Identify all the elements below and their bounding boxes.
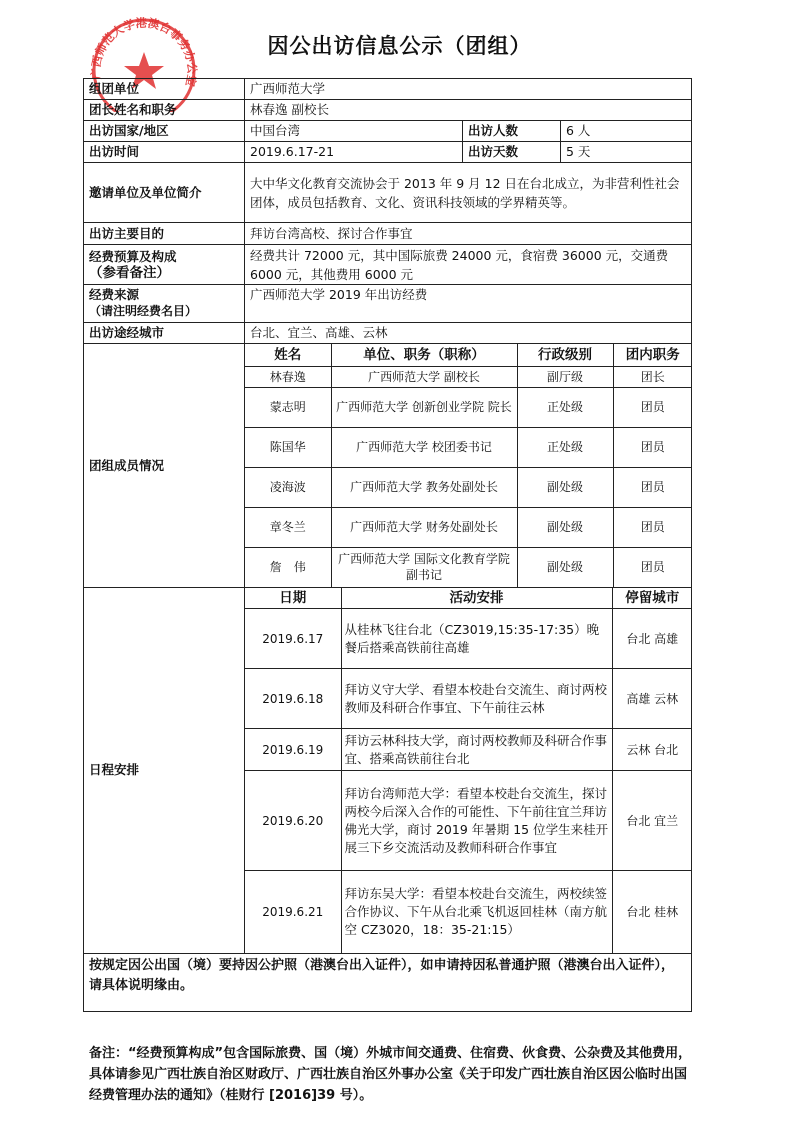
label-schedule: 日程安排 — [84, 588, 245, 954]
row-passport-note — [84, 953, 692, 1011]
schedule-header: 停留城市 — [612, 588, 692, 609]
member-level: 副处级 — [517, 547, 613, 587]
schedule-date: 2019.6.21 — [245, 871, 341, 953]
members-header: 单位、职务（职称） — [331, 344, 517, 366]
value-time: 2019.6.17-21 — [245, 142, 463, 163]
value-inviter: 大中华文化教育交流协会于 2013 年 9 月 12 日在台北成立，为非营利性社会团体，成员包括教育、文化、资讯科技领域的学界精英等。 — [245, 163, 692, 223]
row-members — [84, 344, 692, 588]
schedule-activity: 拜访云林科技大学，商讨两校教师及科研合作事宜、搭乘高铁前往台北 — [341, 729, 612, 771]
member-name: 詹 伟 — [245, 547, 331, 587]
row-inviter — [84, 163, 692, 223]
label-days: 出访天数 — [463, 142, 561, 163]
label-country: 出访国家/地区 — [84, 121, 245, 142]
schedule-activity: 从桂林飞往台北（CZ3019,15:35-17:35）晚餐后搭乘高铁前往高雄 — [341, 609, 612, 669]
member-unit: 广西师范大学 国际文化教育学院 副书记 — [331, 547, 517, 587]
member-level: 副厅级 — [517, 366, 613, 387]
member-unit: 广西师范大学 财务处副处长 — [331, 507, 517, 547]
member-level: 副处级 — [517, 467, 613, 507]
members-header: 行政级别 — [517, 344, 613, 366]
value-purpose: 拜访台湾高校、探讨合作事宜 — [245, 223, 692, 245]
label-unit: 组团单位 — [84, 79, 245, 100]
schedule-date: 2019.6.18 — [245, 669, 341, 729]
label-headcount: 出访人数 — [463, 121, 561, 142]
member-unit: 广西师范大学 副校长 — [331, 366, 517, 387]
member-role: 团员 — [613, 467, 692, 507]
label-source-sub: （请注明经费名目） — [89, 304, 198, 318]
schedule-date: 2019.6.20 — [245, 771, 341, 871]
schedule-activity: 拜访台湾师范大学：看望本校赴台交流生，探讨两校今后深入合作的可能性、下午前往宜兰拜访佛光大学，商讨 2019 年暑期 15 位学生来桂开展三下乡交流活动及教师科研合作事宜 — [341, 771, 612, 871]
member-row — [245, 366, 692, 387]
member-row — [245, 507, 692, 547]
schedule-row — [245, 729, 692, 771]
members-header: 团内职务 — [613, 344, 692, 366]
label-budget-sub: （参看备注） — [89, 264, 170, 281]
schedule-date: 2019.6.19 — [245, 729, 341, 771]
row-cities — [84, 323, 692, 344]
row-budget — [84, 245, 692, 285]
value-unit: 广西师范大学 — [245, 79, 692, 100]
schedule-city: 云林 台北 — [612, 729, 692, 771]
member-name: 章冬兰 — [245, 507, 331, 547]
schedule-header: 日期 — [245, 588, 341, 609]
member-role: 团员 — [613, 427, 692, 467]
label-members: 团组成员情况 — [84, 344, 245, 588]
member-role: 团员 — [613, 507, 692, 547]
page-title: 因公出访信息公示（团组） — [267, 34, 532, 58]
seal-text: 广西师范大学港澳台事务办公室 — [88, 15, 200, 88]
label-inviter: 邀请单位及单位简介 — [84, 163, 245, 223]
value-source: 广西师范大学 2019 年出访经费 — [245, 285, 692, 323]
passport-note: 按规定因公出国（境）要持因公护照（港澳台出入证件），如申请持因私普通护照（港澳台出入证件），请具体说明缘由。 — [84, 953, 692, 1011]
schedule-date: 2019.6.17 — [245, 609, 341, 669]
members-header: 姓名 — [245, 344, 331, 366]
value-country: 中国台湾 — [245, 121, 463, 142]
row-time — [84, 142, 692, 163]
member-role: 团员 — [613, 387, 692, 427]
schedule-table — [245, 588, 692, 953]
member-level: 正处级 — [517, 427, 613, 467]
row-schedule — [84, 588, 692, 954]
label-time: 出访时间 — [84, 142, 245, 163]
schedule-city: 高雄 云林 — [612, 669, 692, 729]
label-source: 经费来源 — [89, 287, 140, 302]
member-unit: 广西师范大学 创新创业学院 院长 — [331, 387, 517, 427]
schedule-header: 活动安排 — [341, 588, 612, 609]
row-purpose — [84, 223, 692, 245]
member-name: 陈国华 — [245, 427, 331, 467]
label-budget: 经费预算及构成 — [89, 248, 177, 264]
value-headcount: 6 人 — [561, 121, 692, 142]
member-name: 林春逸 — [245, 366, 331, 387]
schedule-activity: 拜访东吴大学：看望本校赴台交流生，两校续签合作协议、下午从台北乘飞机返回桂林（南方航空 CZ3020，18：35-21:15） — [341, 871, 612, 953]
schedule-activity: 拜访义守大学、看望本校赴台交流生、商讨两校教师及科研合作事宜、下午前往云林 — [341, 669, 612, 729]
member-row — [245, 387, 692, 427]
value-leader: 林春逸 副校长 — [245, 100, 692, 121]
value-cities: 台北、宜兰、高雄、云林 — [245, 323, 692, 344]
footnote: 备注：“经费预算构成”包含国际旅费、国（境）外城市间交通费、住宿费、伙食费、公杂费及其他费用，具体请参见广西壮族自治区财政厅、广西壮族自治区外事办公室《关于印发广西壮族自治区因公临时出国经费管理办法的通知》（桂财行 [2016]39 号）。 — [89, 1046, 692, 1103]
label-purpose: 出访主要目的 — [84, 223, 245, 245]
schedule-row — [245, 609, 692, 669]
row-unit — [84, 79, 692, 100]
value-days: 5 天 — [561, 142, 692, 163]
schedule-city: 台北 宜兰 — [612, 771, 692, 871]
member-name: 蒙志明 — [245, 387, 331, 427]
member-role: 团长 — [613, 366, 692, 387]
members-table — [245, 344, 692, 587]
member-unit: 广西师范大学 教务处副处长 — [331, 467, 517, 507]
schedule-row — [245, 669, 692, 729]
member-role: 团员 — [613, 547, 692, 587]
member-name: 凌海波 — [245, 467, 331, 507]
row-leader — [84, 100, 692, 121]
member-level: 副处级 — [517, 507, 613, 547]
member-row — [245, 467, 692, 507]
schedule-row — [245, 871, 692, 953]
schedule-row — [245, 771, 692, 871]
row-source — [84, 285, 692, 323]
member-row — [245, 427, 692, 467]
label-leader: 团长姓名和职务 — [84, 100, 245, 121]
row-country — [84, 121, 692, 142]
value-budget: 经费共计 72000 元，其中国际旅费 24000 元，食宿费 36000 元，交通费 6000 元，其他费用 6000 元 — [245, 245, 692, 285]
label-cities: 出访途经城市 — [84, 323, 245, 344]
info-table — [83, 78, 692, 1012]
schedule-city: 台北 桂林 — [612, 871, 692, 953]
member-level: 正处级 — [517, 387, 613, 427]
member-row — [245, 547, 692, 587]
schedule-city: 台北 高雄 — [612, 609, 692, 669]
member-unit: 广西师范大学 校团委书记 — [331, 427, 517, 467]
